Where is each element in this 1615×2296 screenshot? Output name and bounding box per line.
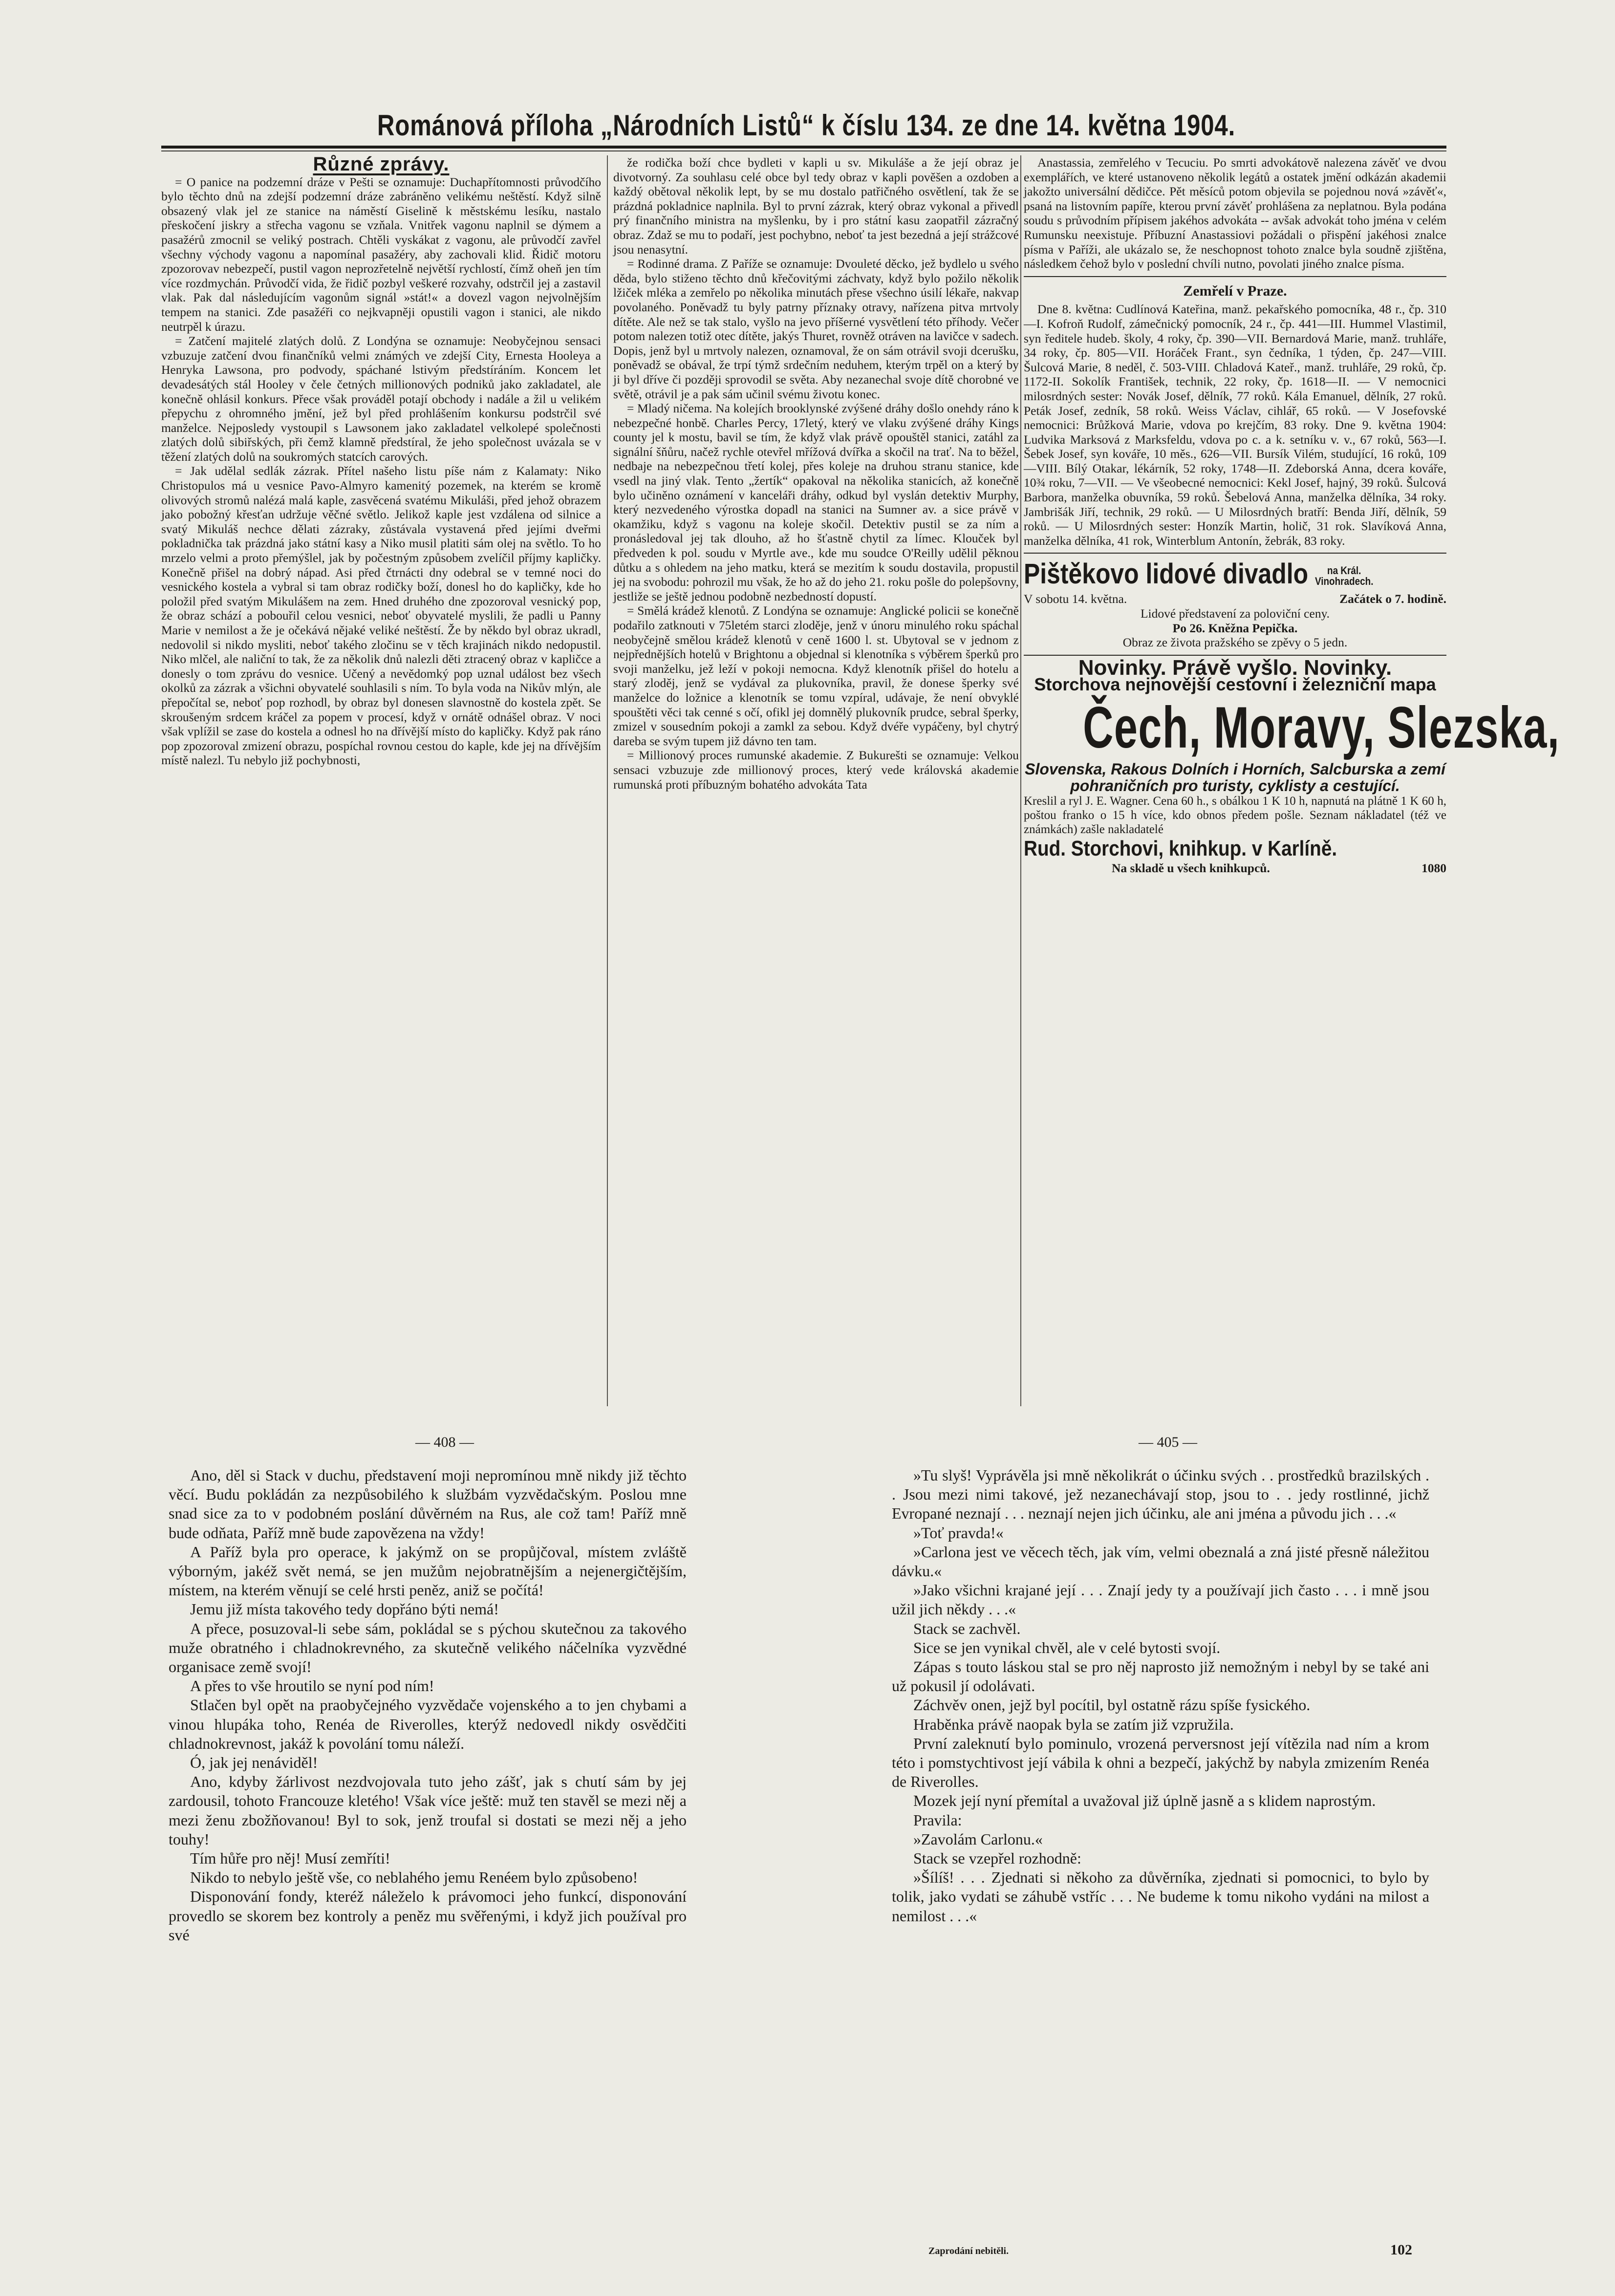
news-column-2 [613,155,1019,1426]
novel-paragraph: Sice se jen vynikal chvěl, ale v celé bytosti svojí. [913,1638,1221,1656]
divider [1024,276,1446,277]
ad-big-title: Čech, Moravy, Slezska, [1083,695,1560,761]
news-item: = Millionový proces rumunské akademie. Z Bukurešti se oznamuje: Velkou sensaci vzbuzuje zde millionový proces, který vede královská akademie rumunská proti příbuzným bohatého advokáta Tata [613,748,1019,792]
ad-footer-row [1024,861,1446,876]
novel-paragraph: Hraběnka právě naopak byla se zatím již vzpružila. [913,1715,1234,1733]
map-ad [1024,655,1560,876]
news-column-1 [161,155,601,1426]
theatre-start: Začátek o 7. hodině. [1339,592,1446,606]
ad-footer: Na skladě u všech knihkupců. [1112,861,1270,876]
theatre-date-row [1024,592,1446,606]
theatre-note: Lidové představení za poloviční ceny. [1140,606,1330,621]
news-item: = Smělá krádež klenotů. Z Londýna se oznamuje: Anglické policii se konečně podařilo zatknouti v 75letém starci zloděje, jenž v únoru minulého roku spáchal neobyčejně smělou krádež klenotů v ceně 1600 l. st. Ubytoval se v jednom z nejpřednějších hotelů v Brightonu a objednal si klenotníka s výběrem šperků pro svoji manželku, jež leží v pokoji nemocna. Když klenotník přišel do hotelu a starý zloděj, jenž se vydával za plukovníka, pravil, že donese šperky své manželce do ložnice a klenotník se tomu vzpíral, udávaje, že není obvyklé spouštěti věci tak cenné s očí, ofikl jej domnělý plukovník prudce, sebral šperky, zmizel v sousedním pokoji a zamkl za sebou. Když dvéře vypáčeny, byl chytrý dareba se svým tupem již dávno ten tam. [613,603,1019,748]
supplement-header: Románová příloha „Národních Listů“ k číslu 134. ze dne 14. května 1904. [377,109,1236,142]
novel-paragraph: Ó, jak jej nenáviděl! [190,1754,318,1772]
novel-paragraph: Ano, děl si Stack v duchu, představení moji nepromínou mně nikdy již těchto věcí. Budu pokládán za nezpůsobilého k službám vyzvědačským. Poslou mne snad sice za to v podobném poslání důvěrném na Rus, ale což tam! Paříž mně bude odňata, Paříž mně bude zapovězena na vždy! [169,1466,687,1542]
news-item: Anastassia, zemřelého v Tecuciu. Po smrti advokátově nalezena závěť ve dvou exemplářích, ve které ustanoveno několik legátů a ostatek jmění odkázán akademii jakožto universální dědičce. Pět měsíců potom objevila se pojednou nová »závěť«, psaná na listovním papíře, kterou první závěť prohlášena za neplatnou. Byla podána soudu s průvodním přípisem jakéhos advokáta -- avšak advokát toho jména v celém Rumunsku neexistuje. Příbuzní Anastassiovi požádali o přispění jakéhosi znalce písma v Paříži, ale ukázalo se, že neschopnost tohoto znalce byla soudně zjištěna, následkem čehož bylo v poslední chvíli nutno, povolati jiného znalce písma. [1024,155,1446,271]
novel-paragraph: A Paříž byla pro operace, k jakýmž on se propůjčoval, místem zvláště výborným, jakéž svět nemá, se jen mužům nejobratnějším a nejenergičtějším, místem, na kterém věnují se celé hrsti peněz, aniž se počítá! [169,1543,687,1599]
column-divider [1020,155,1021,1406]
novel-paragraph: A přes to vše hroutilo se nyní pod ním! [190,1677,434,1695]
novel-footer-right: 102 [1390,2242,1412,2258]
theatre-place-bottom: Vinohradech. [1314,575,1374,588]
deaths-title: Zemřelí v Praze. [1183,282,1287,299]
ad-line-2: Slovenska, Rakous Dolních i Horních, Salcburska a zemí pohraničních pro turisty, cyklisty a cestující. [1025,760,1445,795]
novel-paragraph: Stack se vzepřel rozhodně: [913,1849,1081,1867]
theatre-ad [1024,558,1446,649]
theatre-date: V sobotu 14. května. [1024,592,1127,606]
novel-paragraph: »Zavolám Carlonu.« [913,1830,1043,1848]
header-rule-thin [161,150,1446,151]
novel-paragraph: »Jako všichni krajané její . . . Znají jedy ty a používají jich často . . . i mně jsou užil jich někdy . . .« [892,1581,1429,1618]
novel-paragraph: Záchvěv onen, jejž byl pocítil, byl ostatně rázu spíše fysického. [913,1696,1311,1714]
novel-paragraph: Disponování fondy, kteréž náleželo k právomoci jeho funkcí, disponování provedlo se skorem bez kontroly a peněz mu svěřenými, i když jich používal pro své [169,1888,687,1944]
novel-paragraph: Pravila: [913,1811,962,1829]
novel-paragraph: »Tu slyš! Vyprávěla jsi mně několikrát o účinku svých . . prostředků brazilských . . Jsou mezi nimi takové, jež nezanechávají stop, jsou to . . jedy rostlinné, jichž Evropané neznají . . . neznají nejen jich účinku, ale ani jména a původu jich . . .« [892,1466,1429,1523]
theatre-title [1024,558,1387,590]
novel-right-page [892,1466,1429,1926]
theatre-play-sub: Obraz ze života pražského se zpěvy o 5 jedn. [1122,635,1348,650]
theatre-place [1315,565,1374,587]
theatre-name: Pištěkovo lidové divadlo [1024,558,1309,590]
novel-paragraph: A přece, posuzoval-li sebe sám, pokládal se s pýchou skutečnou za takového muže obratného i chladnokrevného, za skutečně velikého náčelníka vyzvědné organisace země svojí! [169,1619,687,1676]
divider [1024,553,1446,554]
page-number-left: — 408 — [415,1434,474,1450]
novel-paragraph: První zaleknutí bylo pominulo, vrozená perversnost její vítězila nad ním a krom této i pomstychtivost její vábila k ohni a bezpečí, jakýchž by nabyla zmizením Renéa de Riverolles. [892,1734,1429,1791]
column-divider [607,155,608,1406]
novel-paragraph: Mozek její nyní přemítal a uvažoval již úplně jasně a s klidem naprostým. [913,1792,1376,1810]
theatre-play: Po 26. Kněžna Pepička. [1172,621,1298,635]
page-number-right: — 405 — [1139,1434,1197,1450]
novel-paragraph: »Šílíš! . . . Zjednati si někoho za důvěrníka, zjednati si pomocnici, to bylo by tolik, jako vydati se záhubě vstříc . . . Ne budeme k tomu nikoho vydáni na milost a nemilost . . .« [892,1868,1429,1925]
ad-code: 1080 [1421,861,1446,876]
novel-paragraph: Stack se zachvěl. [913,1619,1021,1637]
news-item: = Jak udělal sedlák zázrak. Přítel našeho listu píše nám z Kalamaty: Niko Christopulos má u vesnice Pavo-Almyro kamenitý pozemek, na kterém se kromě olivových stromů nalézá malá kaple, zasvěcená svatému Mikuláši, před jehož obrazem jako pobožný křesťan udržuje věčné světlo. Jelikož kaple jest vzdálena od silnice a svatý Mikuláš nechce dělati zázraky, zůstávala vystavená před jejími dveřmi pokladnička tak prázdná jako státní kasy a Niko musil platiti sám olej na světlo. To ho mrzelo velmi a proto přemýšlel, jak by počestným způsobem zvelíčil příjmy kapličky. Konečně přišel na dobrý nápad. Asi před čtrnácti dny odebral se v temné noci do vesnického kostela a vybral si tam obraz rodičky boží, donesl ho do kapličky, kde ho položil před svatým Mikulášem na zem. Hned druhého dne zpozoroval vesnický pop, že obraz schází a pobouřil celou vesnici, neboť obyvatelé myslili, že padli u Panny Marie v nemilost a že je očekává nějaké veliké neštěstí. Že by někdo byl obraz ukradl, nedovolil si nikdo mysliti, neboť takého zločinu se v těch krajinách nikdo nedopustil. Niko mlčel, ale naliční to tak, že za několik dnů nalezli děti ztracený obraz v kapličce a donesly o tom zprávu do vesnice. Učený a nevědomký pop uznal událost bez všech okolků za zázrak a všichni obyvatelé souhlasili s ním. To byla voda na Nikův mlýn, ale přepočítal se, neboť pop rozhodl, by obraz byl donesen slavnostně do kostela zpět. Se skroušeným srdcem kráčel za popem v procesí, když v ornátě odnášel obraz. V noci však vplížil se zase do kostela a odnesl ho na dřívější místo do kapličky. Když pak ráno pop zpozoroval zmizení obrazu, pospíchal rovnou cestou do kaple, kde jej na dřívějším místě nalezl. Tu nebylo již pochybnosti, [161,464,601,768]
novel-paragraph: Stlačen byl opět na praobyčejného vyzvědače vojenského a to jen chybami a vinou hlupáka toho, Renéa de Riverolles, kterýž nedovedl nikdy osvědčiti chladnokrevnost, jakáž k povolání tomu náleží. [169,1696,687,1752]
novel-paragraph: Nikdo to nebylo ještě vše, co neblahého jemu Renéem bylo způsobeno! [190,1868,638,1887]
novel-paragraph: Zápas s touto láskou stal se pro něj naprosto již nemožným i nebyl by se také ani už pokusil jí odolávati. [892,1658,1429,1695]
news-column-3 [1024,155,1560,1426]
novel-footer-left: Zaprodání nebitěli. [928,2246,1009,2256]
news-section-title: Různé zprávy. [313,153,450,175]
news-item: = Rodinné drama. Z Paříže se oznamuje: Dvouleté děcko, jež bydlelo u svého děda, bylo stiženo těchto dnů křečovitými záchvaty, když bylo požilo několik lžiček mléka a zemřelo po několika minutách přese všechno úsilí lékaře, nakvap povolaného. Poněvadž tu byly patrny příznaky otravy, nařízena pitva mrtvoly dítěte. Ale než se tak stalo, vyšlo na jevo příšerné vysvětlení této příhody. Večer potom nalezen totiž otec dítěte, jakýs Thuret, rovněž otráven na lavičce v sadech. Dopis, jenž byl u mrtvoly nalezen, oznamoval, že on sám otrávil svoji dcerušku, poněvadž se obával, že trpí týmž srdečním neduhem, kterým trpěl on a který by ji byl dříve či později sprovodil se světa. Aby nezanechal svoje dítě chorobné ve světě, otrávil je a pak sám učinil svému životu konec. [613,257,1019,401]
deaths-list: Dne 8. května: Cudlínová Kateřina, manž. pekařského pomocníka, 48 r., čp. 310—I. Kofroň Rudolf, zámečnický pomocník, 24 r., čp. 441—III. Hummel Vlastimil, syn ředitele hudeb. školy, 4 roky, čp. 390—VII. Bernardová Marie, manž. truhláře, 34 roky, čp. 805—VII. Horáček Frant., syn čedníka, 1 týden, čp. 247—VIII. Šulcová Marie, 8 neděl, č. 503-VIII. Chladová Kateř., manž. truhláře, 29 roků, čp. 1172-II. Sokolík František, technik, 22 roky, čp. 1618—II. — V nemocnici milosrdných sester: Novák Josef, dělník, 77 roků. Kála Emanuel, dělník, 27 roků. Peták Josef, zedník, 58 roků. Weiss Václav, cihlář, 65 roků. — V Josefovské nemocnici: Brůžková Marie, vdova po krejčím, 83 roky. Dne 9. května 1904: Ludvika Marksová z Marksfeldu, vdova po c. a k. setníku v. v., 67 roků, 563—I. Šebek Josef, syn kováře, 10 měs., 626—VII. Bursík Vilém, studující, 16 roků, 109—VIII. Bílý Otakar, lékárník, 52 roky, 1748—II. Zdeborská Anna, dcera kováře, 10¾ roku, 7—VII. — Ve všeobecné nemocnici: Kekl Josef, hajný, 39 roků. Šulcová Barbora, manželka obuvníka, 59 roků. Šebelová Anna, manželka dělníka, 34 roky. Jambrišák Jiří, technik, 29 roků. — U Milosrdných bratří: Benda Jiří, dělník, 59 roků. — U Milosrdných sester: Honzík Martin, holič, 31 rok. Slavíková Anna, manželka dělníka, 41 rok, Winterblum Antonín, žebrák, 83 roky. [1024,302,1446,548]
header-rule [161,146,1446,149]
ad-text: Kreslil a ryl J. E. Wagner. Cena 60 h., s obálkou 1 K 10 h, napnutá na plátně 1 K 60 h, poštou franko o 15 h více, kdo obnos předem pošle. Seznam nákladatel (též ve známkách) zašle nakladatelé [1024,794,1446,837]
ad-line-1: Storchova nejnovější cestovní i železniční mapa [1034,674,1436,695]
news-item: = Zatčení majitelé zlatých dolů. Z Londýna se oznamuje: Neobyčejnou sensaci vzbuzuje zatčení dvou finančníků velmi známých ve zdejší City, Ernesta Hooleya a Henryka Lawsona, pro podvody, spáchané lstivým předstíráním. Koncem let devadesátých stál Hooley v čele četných millionových podniků jako zakladatel, ale konečně ohlásil konkurs. Přece však prováděl potají obchody i nadále a žil u velikém přepychu z ohromného jmění, jež byl před prohlášením konkursu podstrčil své manželce. Nejposledy vystoupil s Lawsonem jako zakladatel velkolepé společnosti zlatých dolů sibiřských, při čemž klamně předstíral, že jeho společnost uvázala se v těžení zlatých dolů na soukromých statcích carových. [161,334,601,464]
novel-paragraph: Tím hůře pro něj! Musí zemříti! [190,1849,390,1867]
novel-paragraph: »Toť pravda!« [913,1524,1004,1542]
novel-paragraph: Jemu již místa takového tedy dopřáno býti nemá! [190,1600,499,1618]
news-item: = O panice na podzemní dráze v Pešti se oznamuje: Duchapřítomnosti průvodčího bylo těchto dnů na zdejší podzemní dráze zabráněno velikému neštěstí. Když silně obsazený vlak jel ze stanice na náměstí Giselině k městskému lesíku, nastalo přeskočení jiskry a střecha vagonu se vzňala. Vnitřek vagonu naplnil se dýmem a pasažérů zmocnil se veliký postrach. Chtěli vyskákat z vagonu, ale průvodčí zavřel všechny východy vagonu a napomínal pasažéry, aby zachovali klid. Řidič motoru zpozorovav nebezpečí, pustil vagon neprozřetelně největší rychlostí, čímž oheň jen tím více rozdmychán. Průvodčí vida, že řidič pozbyl veškeré rozvahy, odstrčil jej a zastavil vlak. Pak dal následujícím vagonům signál »stát!« a dovezl vagon nejvolnějším tempem na stanici. Zde pasažéři co nejkvapněji opustili vagon i stanici, ale nikdo neutrpěl k úrazu. [161,174,601,334]
theatre-place-top: na Král. [1327,564,1361,577]
novel-left-page [169,1466,687,1945]
news-item: že rodička boží chce bydleti v kapli u sv. Mikuláše a že její obraz je divotvorný. Za souhlasu celé obce byl tedy obraz v kapli pověšen a ozdoben a každý obětoval několik lept, by se mu dostalo patřičného osvětlení, tak že se prázdná pokladnice naplnila. Byl to první zázrak, který obraz vykonal a přivedl prý finančního ministra na myšlenku, by i pro státní kasu zaopatřil zázračný obraz. Zdaž se mu to podaří, jest pochybno, neboť ta jest bezedná a její strážcové jsou nenasytní. [613,155,1019,257]
ad-headline: Novinky. Právě vyšlo. Novinky. [1078,655,1392,680]
news-item: = Mladý ničema. Na kolejích brooklynské zvýšené dráhy došlo onehdy ráno k nebezpečné honbě. Charles Percy, 17letý, který ve vlaku zvýšené dráhy Kings county jel k mostu, bavil se tím, že když vlak právě opouštěl stanici, zatáhl za signální šňůru, načež rychle otevřel mřížová dvířka a skočil na trať. Na to běžel, nedbaje na nebezpečnou třetí kolej, přes koleje na druhou stranu stanice, kde vsedl na jiný vlak. Tento „žertík“ opakoval na několika stanicích, až konečně bylo učiněno oznámení v kanceláři dráhy, odkud byl vyslán detektiv Murphy, který nezvedeného výrostka dopadl na stanici na Sumner av. a sice právě v okamžiku, když s vagonu na koleje skočil. Detektiv pustil se za ním a pronásledoval jej tak dlouho, až ho šťastně chytil za límec. Klouček byl předveden k pol. soudu v Myrtle ave., kde mu soudce O'Reilly udělil pěknou důtku a s ohledem na jeho matku, která se mezitím k soudu dostavila, propustil jej na svobodu: pohrozil mu však, že ho až do jeho 21. roku pošle do polepšovny, jestliže se ještě jednou podobně nezbedností dopustí. [613,401,1019,603]
novel-paragraph: Ano, kdyby žárlivost nezdvojovala tuto jeho zášť, jak s chutí sám by jej zardousil, tohoto Francouze kletého! Však více ještě: muž ten stavěl se mezi něj a mezi ženu zbožňovanou! Byl to sok, jenž troufal si dostati se mezi něj a jeho touhy! [169,1773,687,1848]
ad-firm: Rud. Storchovi, knihkup. v Karlíně. [1024,837,1337,861]
novel-paragraph: »Carlona jest ve věcech těch, jak vím, velmi obeznalá a zná jisté přesně náležitou dávku.« [892,1543,1429,1580]
